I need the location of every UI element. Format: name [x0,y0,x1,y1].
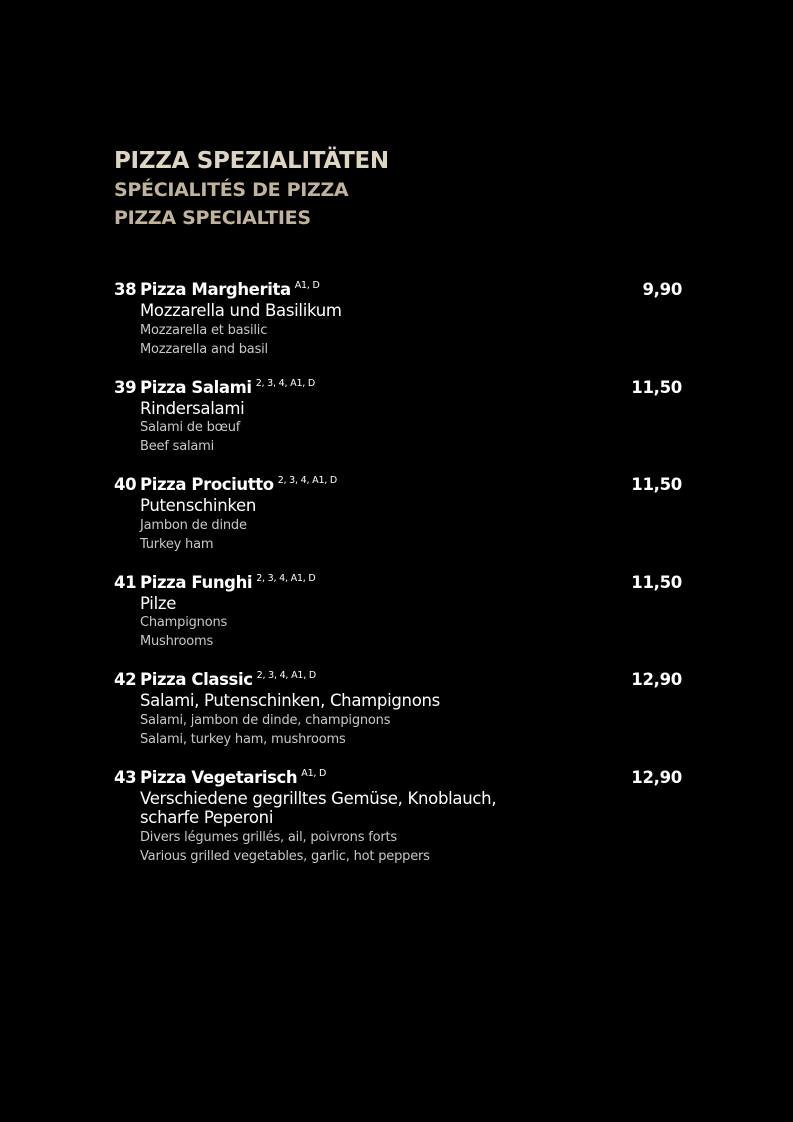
item-desc-en: Mozzarella and basil [140,341,268,357]
item-number: 42 [114,670,137,689]
item-name: Pizza Salami [140,377,252,397]
item-desc-en: Salami, turkey ham, mushrooms [140,731,346,747]
item-descriptions [114,594,682,652]
menu-item [114,377,682,457]
item-desc-fr: Salami, jambon de dinde, champignons [140,712,391,728]
item-desc-en: Beef salami [140,439,215,454]
item-descriptions [114,399,682,457]
item-desc-fr: Champignons [140,615,228,630]
item-price: 12,90 [631,670,682,689]
item-descriptions [114,691,682,749]
item-name: Pizza Funghi [140,572,253,592]
item-allergens: A1, D [294,280,320,291]
item-number: 41 [114,572,137,592]
item-desc-fr: Mozzarella et basilic [140,322,268,338]
item-desc-de: Pilze [140,593,177,613]
menu-list [114,279,682,884]
item-desc-en: Turkey ham [140,536,214,552]
item-number: 38 [114,280,137,299]
item-name: Pizza Margherita [140,280,291,299]
item-allergens: 2, 3, 4, A1, D [255,377,316,389]
section-title-fr: SPÉCIALITÉS DE PIZZA [114,179,349,201]
menu-item [114,474,682,554]
item-number: 40 [114,475,137,494]
item-price: 9,90 [642,280,682,299]
menu-item-header [114,474,682,496]
item-descriptions [114,496,682,554]
menu-item [114,279,682,359]
item-allergens: 2, 3, 4, A1, D [256,572,316,584]
item-desc-fr: Divers légumes grillés, ail, poivrons forts [140,829,397,845]
item-allergens: 2, 3, 4, A1, D [277,475,338,486]
item-name: Pizza Prociutto [140,475,274,494]
menu-item-header [114,669,682,691]
section-headings [114,146,389,232]
item-number: 39 [114,377,137,397]
item-descriptions [114,789,682,866]
item-price: 11,50 [631,475,682,494]
menu-item [114,669,682,749]
menu-item-header [114,279,682,301]
menu-item [114,767,682,866]
item-desc-fr: Salami de bœuf [140,420,241,435]
menu-item-header [114,572,682,594]
item-desc-de: Mozzarella und Basilikum [140,301,342,320]
item-desc-de: Salami, Putenschinken, Champignons [140,691,440,710]
item-desc-fr: Jambon de dinde [140,517,247,533]
menu-item-header [114,377,682,399]
menu-item [114,572,682,652]
item-descriptions [114,301,682,359]
menu-item-header [114,767,682,789]
item-price: 11,50 [631,572,682,592]
item-desc-de: Rindersalami [140,398,245,418]
item-desc-en: Various grilled vegetables, garlic, hot peppers [140,848,430,864]
item-price: 12,90 [631,767,682,787]
item-name: Pizza Vegetarisch [140,767,298,787]
item-number: 43 [114,767,137,787]
item-allergens: 2, 3, 4, A1, D [256,670,316,681]
item-desc-de: Putenschinken [140,496,257,515]
item-allergens: A1, D [301,767,327,779]
item-price: 11,50 [631,377,682,397]
item-desc-en: Mushrooms [140,634,214,649]
section-title-de: PIZZA SPEZIALITÄTEN [114,148,389,174]
item-desc-de: Verschiedene gegrilltes Gemüse, Knoblauch, scharfe Peperoni [140,788,497,827]
section-title-en: PIZZA SPECIALTIES [114,207,311,229]
item-name: Pizza Classic [140,670,253,689]
